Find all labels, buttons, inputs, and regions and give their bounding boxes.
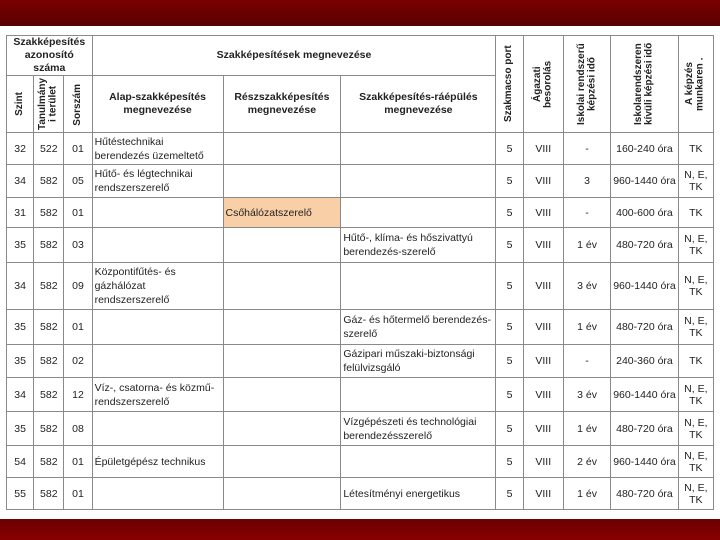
cell-agazati: VIII [523,133,563,165]
cell-raepules [341,165,496,198]
cell-sorszam: 09 [64,263,92,310]
cell-sorszam: 01 [64,478,92,510]
header-agazati: Ágazati besorolás [523,36,563,133]
cell-alap [92,412,223,446]
table-row [7,310,714,345]
header-munkarend: A képzés munkaren . [678,36,713,133]
cell-kivuli: 480-720 óra [611,228,678,263]
cell-munkarend: TK [678,345,713,378]
header-megnevezes: Szakképesítések megnevezése [92,36,496,76]
cell-sorszam: 01 [64,446,92,478]
cell-munkarend: N, E, TK [678,310,713,345]
cell-resz [223,228,341,263]
cell-raepules [341,133,496,165]
cell-szakmacsoport: 5 [496,310,523,345]
cell-kivuli: 480-720 óra [611,412,678,446]
table-row [7,198,714,228]
cell-terulet: 582 [34,165,64,198]
cell-munkarend: N, E, TK [678,478,713,510]
cell-szakmacsoport: 5 [496,198,523,228]
cell-kivuli: 960-1440 óra [611,446,678,478]
cell-munkarend: N, E, TK [678,165,713,198]
cell-resz [223,310,341,345]
cell-szint: 55 [7,478,34,510]
cell-agazati: VIII [523,478,563,510]
cell-munkarend: N, E, TK [678,228,713,263]
bottom-band [0,519,720,540]
cell-terulet: 582 [34,310,64,345]
header-resz: Részszakképesítés megnevezése [223,76,341,133]
cell-raepules: Hűtő-, klíma- és hőszivattyú berendezés-szerelő [341,228,496,263]
cell-agazati: VIII [523,165,563,198]
cell-sorszam: 02 [64,345,92,378]
cell-szint: 34 [7,165,34,198]
cell-szint: 54 [7,446,34,478]
cell-resz [223,446,341,478]
cell-terulet: 582 [34,198,64,228]
cell-terulet: 582 [34,263,64,310]
cell-szint: 35 [7,310,34,345]
cell-alap: Épületgépész technikus [92,446,223,478]
cell-alap: Hűtéstechnikai berendezés üzemeltető [92,133,223,165]
cell-iskolai: - [563,198,610,228]
cell-alap [92,310,223,345]
cell-kivuli: 240-360 óra [611,345,678,378]
header-terulet: Tanulmány i terület [34,76,64,133]
cell-szakmacsoport: 5 [496,228,523,263]
cell-raepules: Gázipari műszaki-biztonsági felülvizsgáló [341,345,496,378]
table-row [7,412,714,446]
header-sorszam: Sorszám [64,76,92,133]
cell-munkarend: TK [678,133,713,165]
cell-szakmacsoport: 5 [496,345,523,378]
cell-agazati: VIII [523,412,563,446]
cell-resz [223,133,341,165]
cell-sorszam: 03 [64,228,92,263]
cell-resz [223,263,341,310]
table-row [7,378,714,412]
cell-resz [223,412,341,446]
cell-raepules [341,263,496,310]
cell-munkarend: N, E, TK [678,263,713,310]
cell-raepules: Vízgépészeti és technológiai berendezésszerelő [341,412,496,446]
cell-resz [223,345,341,378]
cell-raepules [341,446,496,478]
cell-agazati: VIII [523,198,563,228]
cell-iskolai: 3 év [563,263,610,310]
cell-agazati: VIII [523,446,563,478]
cell-alap: Központifűtés- és gázhálózat rendszerszerelő [92,263,223,310]
cell-iskolai: 3 év [563,378,610,412]
cell-terulet: 582 [34,412,64,446]
cell-kivuli: 480-720 óra [611,478,678,510]
cell-resz [223,165,341,198]
table-row [7,165,714,198]
header-raepules: Szakképesítés-ráépülés megnevezése [341,76,496,133]
cell-szakmacsoport: 5 [496,478,523,510]
cell-munkarend: N, E, TK [678,378,713,412]
cell-iskolai: 1 év [563,478,610,510]
cell-munkarend: TK [678,198,713,228]
cell-iskolai: 1 év [563,412,610,446]
cell-szint: 35 [7,412,34,446]
cell-resz: Csőhálózatszerelő [223,198,341,228]
cell-resz [223,378,341,412]
cell-agazati: VIII [523,310,563,345]
cell-raepules [341,198,496,228]
cell-terulet: 522 [34,133,64,165]
cell-alap [92,198,223,228]
cell-szakmacsoport: 5 [496,165,523,198]
cell-sorszam: 01 [64,310,92,345]
table-row [7,228,714,263]
cell-szint: 34 [7,263,34,310]
header-szakmacsoport: Szakmacso port [496,36,523,133]
cell-agazati: VIII [523,345,563,378]
cell-szakmacsoport: 5 [496,446,523,478]
cell-alap [92,478,223,510]
cell-agazati: VIII [523,263,563,310]
cell-iskolai: 2 év [563,446,610,478]
header-szint: Szint [7,76,34,133]
cell-terulet: 582 [34,378,64,412]
cell-raepules: Létesítményi energetikus [341,478,496,510]
table-row [7,133,714,165]
cell-terulet: 582 [34,446,64,478]
cell-kivuli: 960-1440 óra [611,263,678,310]
cell-szakmacsoport: 5 [496,263,523,310]
cell-terulet: 582 [34,478,64,510]
qualification-table [6,35,714,510]
cell-iskolai: 1 év [563,310,610,345]
cell-iskolai: 3 [563,165,610,198]
cell-sorszam: 12 [64,378,92,412]
header-kivuli: Iskolarendszeren kívüli képzési idő [611,36,678,133]
cell-iskolai: 1 év [563,228,610,263]
cell-terulet: 582 [34,345,64,378]
cell-sorszam: 08 [64,412,92,446]
header-alap: Alap-szakképesítés megnevezése [92,76,223,133]
cell-szint: 32 [7,133,34,165]
cell-sorszam: 05 [64,165,92,198]
cell-sorszam: 01 [64,133,92,165]
cell-kivuli: 960-1440 óra [611,165,678,198]
cell-szint: 34 [7,378,34,412]
cell-agazati: VIII [523,228,563,263]
cell-alap: Víz-, csatorna- és közmű-rendszerszerelő [92,378,223,412]
table-row [7,478,714,510]
header-azonosito: Szakképesítés azonosító száma [7,36,93,76]
cell-iskolai: - [563,345,610,378]
cell-munkarend: N, E, TK [678,412,713,446]
table-row [7,446,714,478]
cell-terulet: 582 [34,228,64,263]
cell-szint: 35 [7,345,34,378]
cell-iskolai: - [563,133,610,165]
cell-raepules [341,378,496,412]
cell-kivuli: 960-1440 óra [611,378,678,412]
cell-kivuli: 160-240 óra [611,133,678,165]
cell-szakmacsoport: 5 [496,412,523,446]
cell-sorszam: 01 [64,198,92,228]
cell-alap: Hűtő- és légtechnikai rendszerszerelő [92,165,223,198]
top-band [0,0,720,26]
cell-alap [92,228,223,263]
cell-szint: 35 [7,228,34,263]
cell-szint: 31 [7,198,34,228]
cell-munkarend: N, E, TK [678,446,713,478]
table-row [7,263,714,310]
table-row [7,345,714,378]
cell-kivuli: 400-600 óra [611,198,678,228]
header-iskolai: Iskolai rendszerű képzési idő [563,36,610,133]
cell-resz [223,478,341,510]
cell-raepules: Gáz- és hőtermelő berendezés-szerelő [341,310,496,345]
cell-agazati: VIII [523,378,563,412]
cell-szakmacsoport: 5 [496,133,523,165]
cell-alap [92,345,223,378]
cell-kivuli: 480-720 óra [611,310,678,345]
cell-szakmacsoport: 5 [496,378,523,412]
